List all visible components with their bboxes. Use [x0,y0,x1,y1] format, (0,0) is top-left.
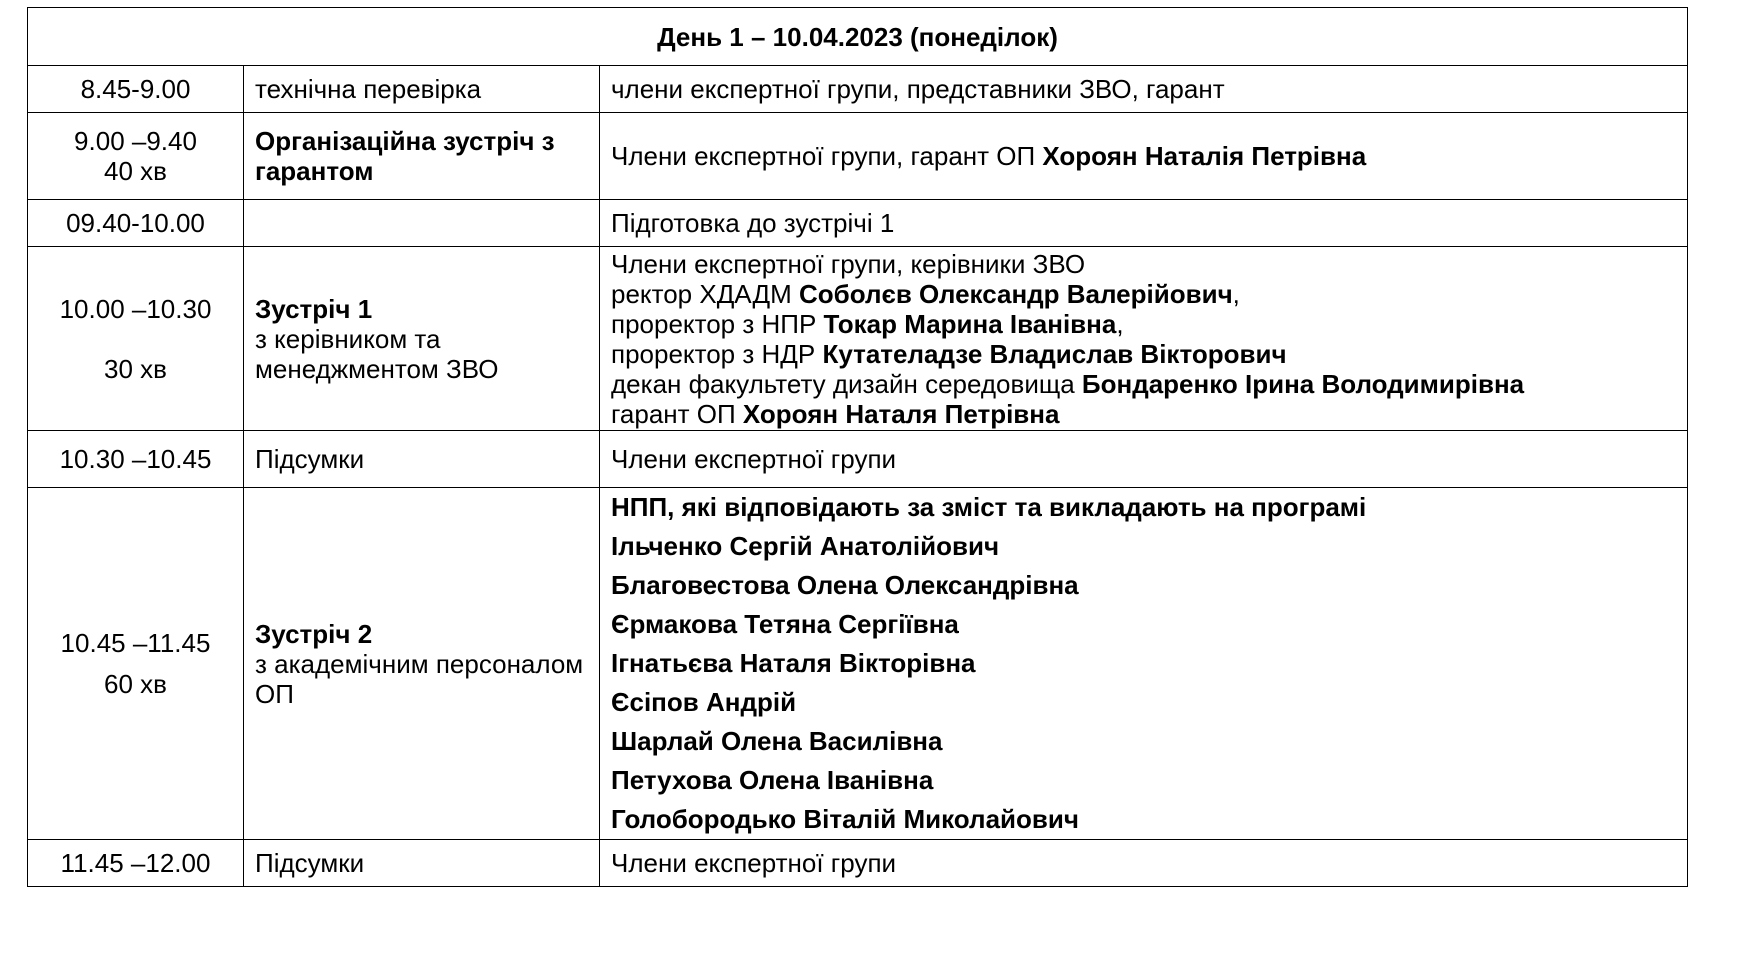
participants-cell [600,247,1688,431]
day-title: День 1 – 10.04.2023 (понеділок) [28,8,1688,66]
time-cell: 8.45-9.00 [28,66,244,113]
participant-name: Бондаренко Ірина Володимирівна [1081,368,1525,399]
event-cell: Підсумки [244,431,600,488]
event-cell [244,488,600,840]
time-cell [28,247,244,431]
event-cell [244,200,600,247]
event-cell: технічна перевірка [244,66,600,113]
participant-name: Хороян Наталя Петрівна [742,398,1060,429]
time-cell [28,488,244,840]
event-title: Зустріч 1 [255,293,373,324]
duration: 40 хв [104,156,167,186]
participant-role: ректор ХДАДМ [611,278,799,309]
time-cell: 09.40-10.00 [28,200,244,247]
staff-name: Ігнатьєва Наталя Вікторівна [611,648,976,678]
table-row [28,840,1688,887]
staff-name: Благовестова Олена Олександрівна [611,570,1079,600]
participant-role: проректор з НПР [611,308,824,339]
time-cell: 10.30 –10.45 [28,431,244,488]
table-row [28,113,1688,200]
participant-line [611,399,1676,429]
participant-name: Токар Марина Іванівна [823,308,1117,339]
participants-cell: Члени експертної групи [600,431,1688,488]
participants-cell: Підготовка до зустрічі 1 [600,200,1688,247]
table-row [28,247,1688,431]
participant-role: проректор з НДР [611,338,823,369]
participant-line [611,309,1676,339]
staff-name: Голобородько Віталій Миколайович [611,804,1079,834]
participant-role: гарант ОП [611,398,743,429]
participants-cell [600,113,1688,200]
participants-cell: Члени експертної групи [600,840,1688,887]
participants-text: Члени експертної групи, гарант ОП [611,141,1043,171]
time-range: 10.45 –11.45 [60,628,211,658]
time-range: 10.00 –10.30 [59,293,212,324]
title-row [28,8,1688,66]
event-title: Організаційна зустріч з гарантом [255,126,555,186]
participant-suffix: , [1116,308,1124,339]
event-cell: Підсумки [244,840,600,887]
time-cell [28,113,244,200]
participant-line [611,339,1676,369]
participants-cell [600,488,1688,840]
staff-name: Єсіпов Андрій [611,687,797,717]
participants-intro: Члени експертної групи, керівники ЗВО [611,248,1086,279]
staff-name: Шарлай Олена Василівна [611,726,943,756]
event-subtitle: з академічним персоналом ОП [255,648,584,709]
participant-name: Кутателадзе Владислав Вікторович [822,338,1287,369]
event-subtitle: з керівником та менеджментом ЗВО [255,323,499,384]
time-range: 9.00 –9.40 [74,126,197,156]
participant-line [611,279,1676,309]
participants-cell: члени експертної групи, представники ЗВО, гарант [600,66,1688,113]
staff-name: Єрмакова Тетяна Сергіївна [611,609,959,639]
table-row [28,488,1688,840]
table-row [28,66,1688,113]
participants-heading: НПП, які відповідають за зміст та викладають на програмі [611,492,1367,522]
guarantor-name: Хороян Наталія Петрівна [1042,141,1367,171]
participant-line [611,369,1676,399]
participant-suffix: , [1232,278,1240,309]
table-row [28,200,1688,247]
event-title: Зустріч 2 [255,618,373,649]
duration: 60 хв [104,669,167,699]
schedule-table [27,7,1688,887]
participant-role: декан факультету дизайн середовища [611,368,1082,399]
time-cell: 11.45 –12.00 [28,840,244,887]
event-cell [244,113,600,200]
staff-name: Ільченко Сергій Анатолійович [611,531,1000,561]
staff-name: Петухова Олена Іванівна [611,765,934,795]
table-row [28,431,1688,488]
event-cell [244,247,600,431]
participant-name: Соболєв Олександр Валерійович [799,278,1233,309]
duration: 30 хв [104,353,167,384]
